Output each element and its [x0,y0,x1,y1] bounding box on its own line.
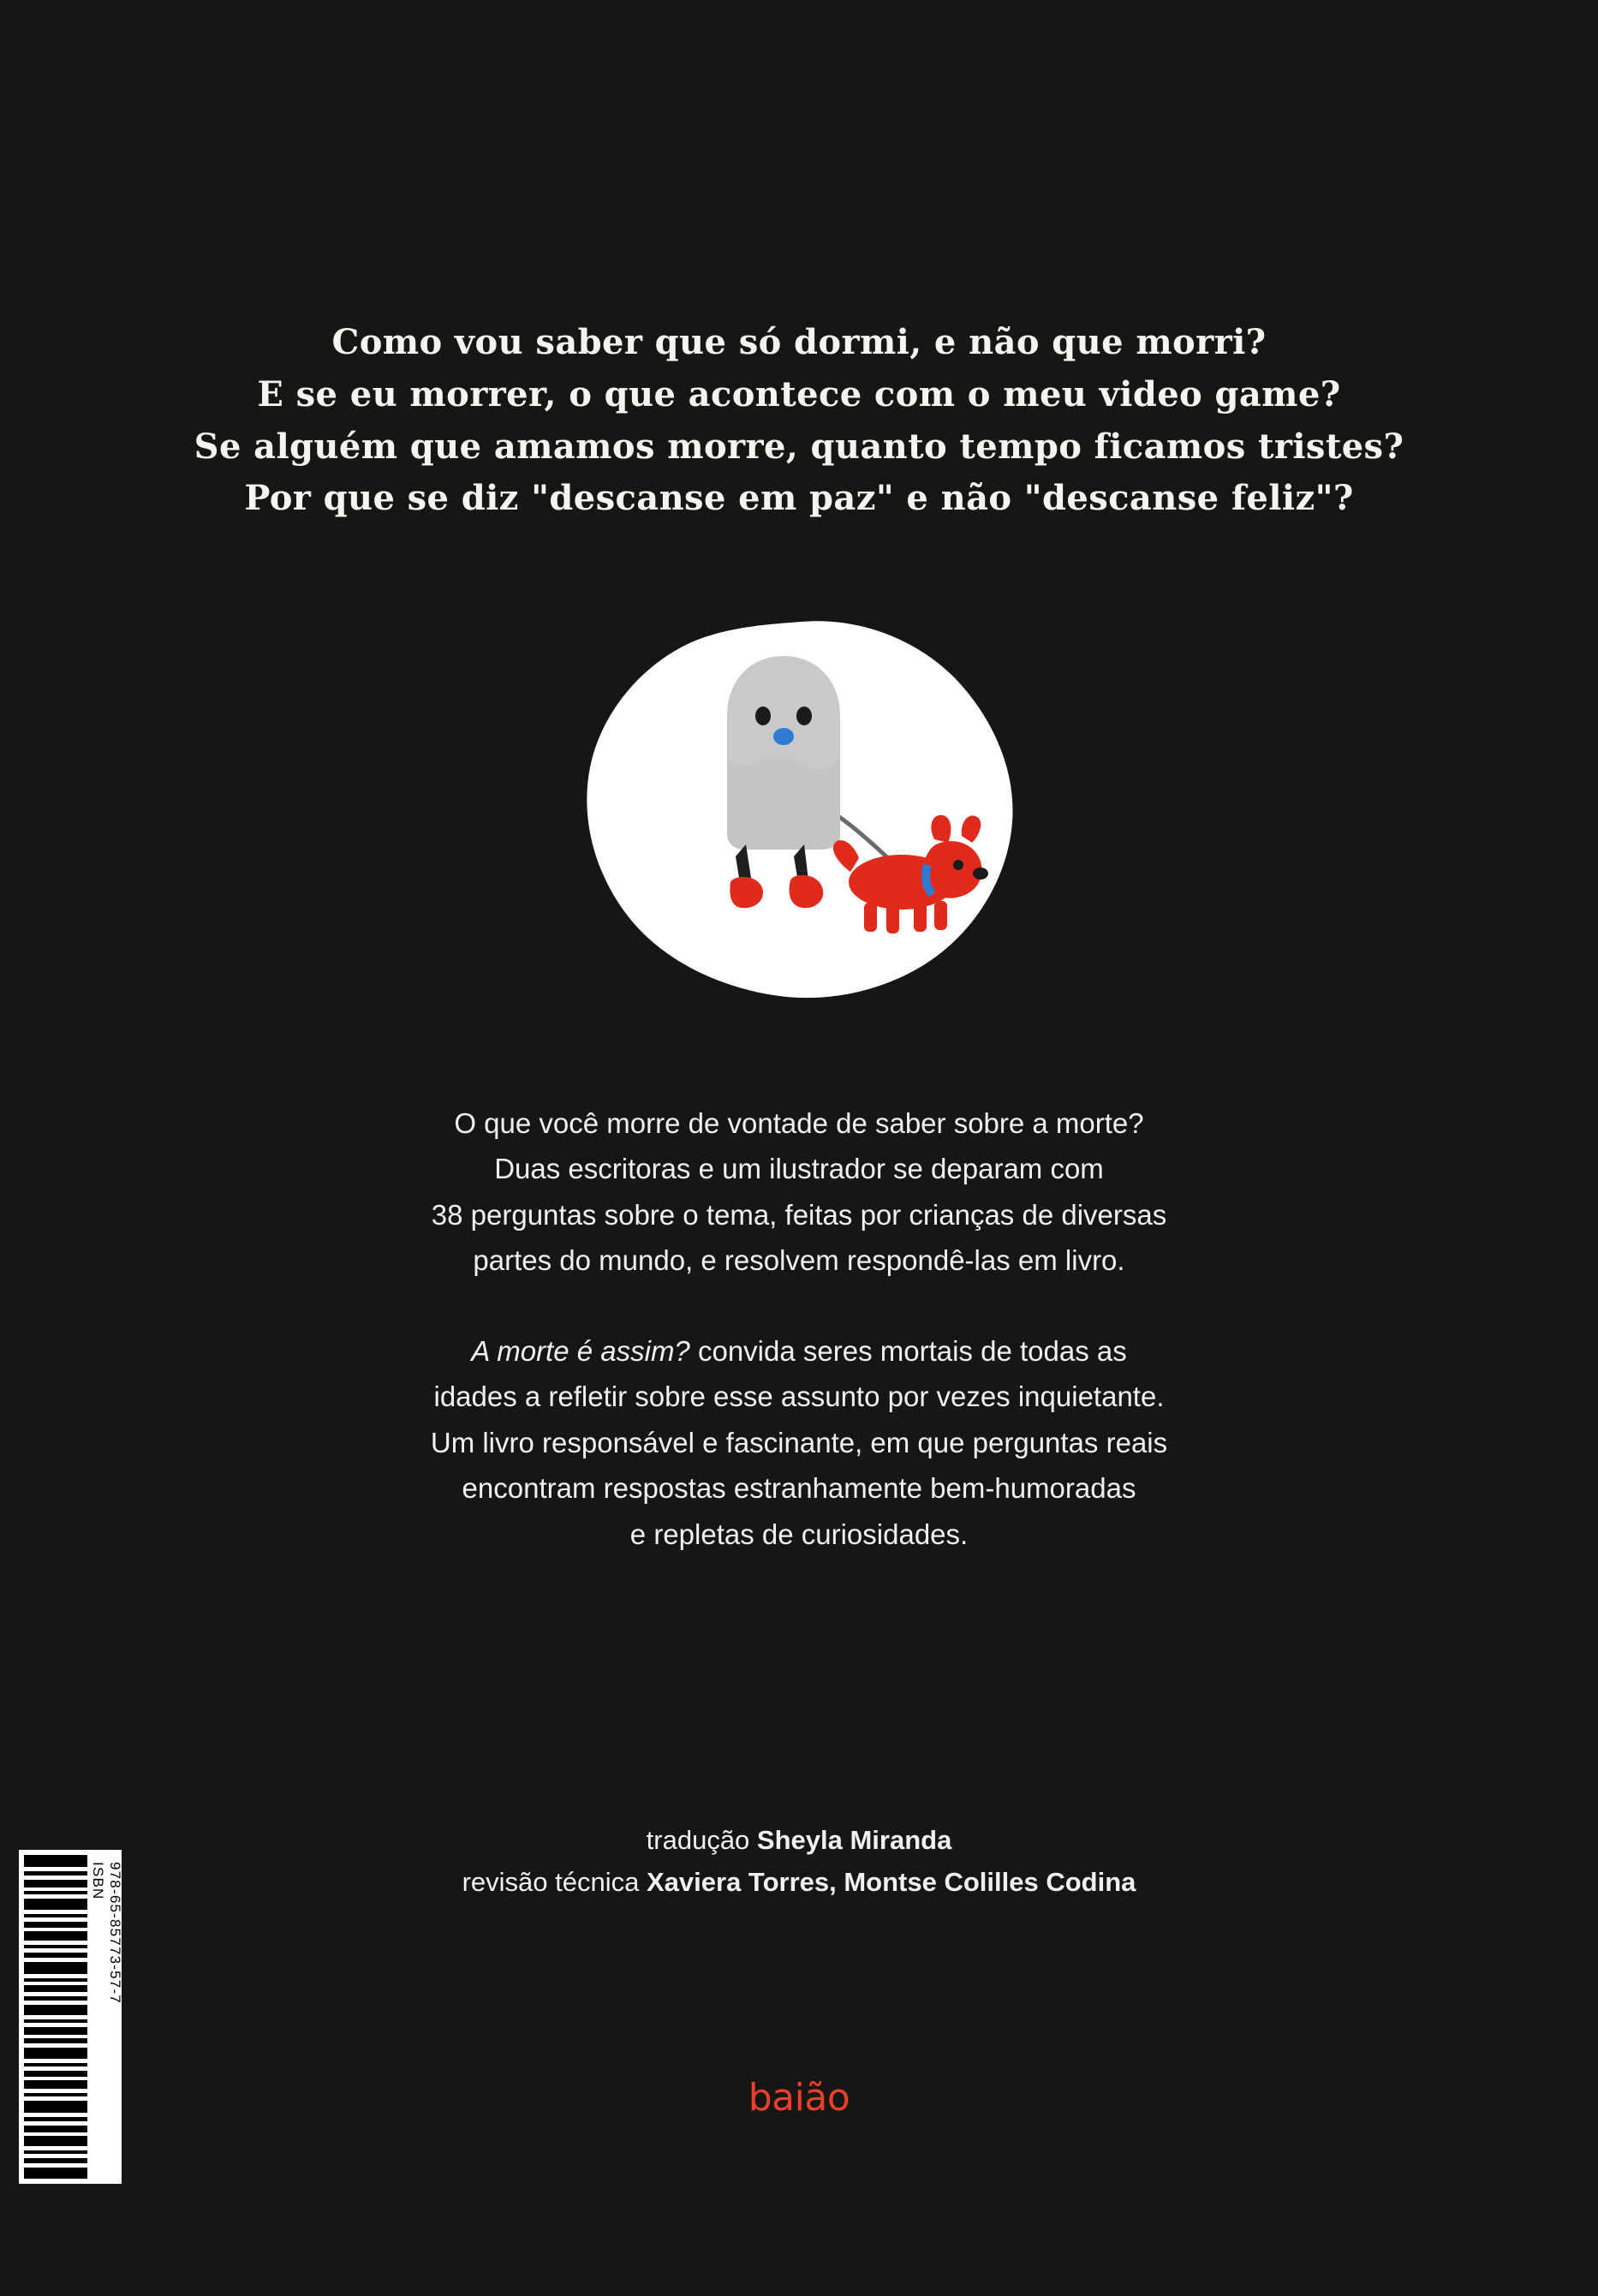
questions-block [0,317,1598,525]
reviewer-names: Xaviera Torres, Montse Colilles Codina [647,1866,1136,1897]
blurb-block [0,1100,1598,1557]
blurb-p2-line-4: encontram respostas estranhamente bem-humoradas [462,1472,1136,1505]
question-line-2: E se eu morrer, o que acontece com o meu video game? [257,373,1341,414]
blurb-p2-line-1-rest: convida seres mortais de todas as [689,1334,1127,1367]
ghost-walking-red-dog-illustration [559,615,1039,1017]
paragraph-spacer [0,1284,1598,1328]
blurb-p1-line-2: Duas escritoras e um ilustrador se deparam com [494,1153,1104,1185]
blurb-p2-line-2: idades a refletir sobre esse assunto por vezes inquietante. [433,1381,1165,1413]
barcode-bars [19,1850,91,2184]
book-title: A morte é assim? [471,1334,690,1367]
blurb-p2-line-5: e repletas de curiosidades. [629,1518,969,1550]
blurb-p1-line-3: 38 perguntas sobre o tema, feitas por crianças de diversas [431,1198,1167,1231]
blurb-paragraph-1 [0,1100,1598,1284]
blurb-p1-line-1: O que você morre de vontade de saber sobre a morte? [454,1107,1144,1139]
blurb-p1-line-4: partes do mundo, e resolvem respondê-las em livro. [473,1244,1125,1277]
isbn-text [91,1850,122,2184]
credits-block [0,1820,1598,1904]
publisher-logo [0,2076,1598,2120]
question-line-1: Como vou saber que só dormi, e não que morri? [331,322,1267,362]
review-credit [0,1862,1598,1904]
blurb-p2-line-1 [0,1328,1598,1374]
question-line-3: Se alguém que amamos morre, quanto tempo ficamos tristes? [194,426,1404,467]
isbn-barcode [19,1850,122,2184]
review-label: revisão técnica [462,1866,647,1897]
translation-label: tradução [646,1825,757,1855]
translation-credit [0,1820,1598,1862]
blurb-p2-line-3: Um livro responsável e fascinante, em que perguntas reais [430,1426,1168,1458]
question-line-4: Por que se diz "descanse em paz" e não "descanse feliz"? [244,478,1354,519]
isbn-value: ISBN 978-65-85773-57-7 [90,1862,123,2004]
translator-name: Sheyla Miranda [756,1825,952,1855]
publisher-name: baião [748,2076,850,2120]
blurb-paragraph-2 [0,1328,1598,1557]
